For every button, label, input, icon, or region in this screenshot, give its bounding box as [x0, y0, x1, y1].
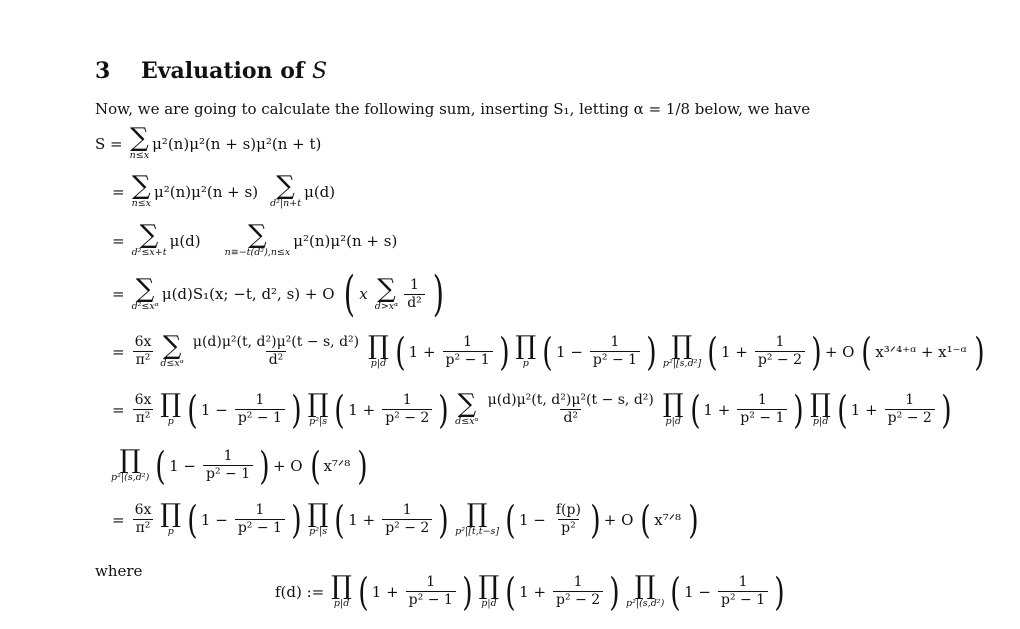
product-symbol: ∏ p|d [368, 331, 389, 369]
equals-sign: = [112, 400, 125, 419]
term: 1 − [518, 510, 546, 529]
right-paren: ) [291, 387, 302, 432]
right-paren: ) [357, 443, 368, 488]
left-paren: ( [505, 569, 516, 614]
sum-symbol: ∑ d>xᵅ [374, 273, 399, 312]
term: 1 + [348, 510, 376, 529]
error-term-inner: x⁷ᐟ⁸ [654, 510, 682, 529]
eq4-x: x [359, 285, 368, 303]
right-paren: ) [590, 497, 601, 542]
term: 1 − [684, 582, 712, 601]
left-paren: ( [334, 387, 346, 432]
term: 1 + [371, 582, 399, 601]
equals-sign: = [112, 231, 125, 250]
right-paren: ) [259, 443, 270, 488]
term: 1 + [519, 582, 547, 601]
section-title: Evaluation of [140, 58, 305, 84]
right-paren: ) [646, 329, 657, 374]
sum-symbol: ∑ n≤x [129, 123, 150, 161]
right-paren: ) [498, 329, 510, 374]
definition-line [275, 569, 788, 614]
left-paren: ( [358, 569, 369, 614]
sum-symbol: ∑ d≤xᵅ [455, 389, 479, 427]
product-symbol: ∏ p²|(s,d²) [626, 571, 665, 609]
eq4-body1: μ(d)S₁(x; −t, d², s) + O [161, 285, 335, 303]
right-paren: ) [291, 497, 302, 542]
left-paren: ( [343, 266, 355, 322]
left-paren: ( [640, 497, 652, 542]
definition-lhs: f(d) := [275, 582, 325, 601]
fraction-constant: $\frac{6x}{\text{π²}}$ [132, 334, 155, 369]
product-symbol: ∏ p [515, 331, 537, 369]
product-symbol: ∏ p²|(s,d²) [111, 445, 150, 483]
right-paren: ) [941, 387, 952, 432]
error-term: + O [824, 342, 855, 361]
fraction: $\frac{1}{\text{p² − 2}}$ [382, 392, 432, 427]
equals-sign: = [112, 285, 125, 303]
sum-symbol: ∑ d²|n+t [270, 171, 302, 209]
error-term-inner: x⁷ᐟ⁸ [323, 456, 351, 475]
fraction: $\frac{1}{\text{p² − 1}}$ [406, 574, 456, 609]
product-symbol: ∏ p|d [810, 389, 831, 427]
fraction: $\frac{1}{\text{p² − 1}}$ [590, 334, 640, 369]
section-title-variable: S [312, 59, 328, 84]
equation-line-5 [112, 329, 987, 374]
fraction: $\frac{f(p)}{\text{p²}}$ [555, 502, 581, 536]
section-number: 3 [95, 58, 111, 84]
eq2-body1: μ²(n)μ²(n + s) [154, 182, 259, 201]
product-symbol: ∏ p|d [662, 389, 684, 427]
left-paren: ( [309, 443, 321, 488]
equation-line-8 [112, 497, 702, 542]
error-term: + O [272, 456, 303, 475]
term: 1 − [200, 510, 228, 529]
right-paren: ) [432, 266, 444, 322]
term: 1 + [703, 400, 731, 419]
equation-line-4 [112, 266, 449, 322]
error-term-inner: x³ᐟ⁴⁺ᵅ + x¹⁻ᵅ [875, 342, 967, 361]
fraction: $\frac{1}{\text{p² − 1}}$ [443, 334, 493, 369]
left-paren: ( [155, 443, 166, 488]
product-symbol: ∏ p²|[s,d²] [662, 331, 702, 369]
product-symbol: ∏ p²|s [307, 389, 329, 427]
left-paren: ( [689, 387, 701, 432]
equation-line-7 [108, 443, 371, 488]
term: 1 + [348, 400, 376, 419]
left-paren: ( [861, 329, 873, 374]
right-paren: ) [438, 387, 449, 432]
fraction: $\frac{1}{\text{p² − 1}}$ [235, 502, 285, 537]
right-paren: ) [609, 569, 620, 614]
left-paren: ( [187, 497, 198, 542]
eq2-body2: μ(d) [304, 182, 336, 201]
term: 1 + [721, 342, 748, 361]
eq1-lhs: S = [95, 134, 123, 153]
product-symbol: ∏ p²|[t,t−s] [455, 499, 500, 537]
fraction: $\frac{1}{\text{p² − 1}}$ [235, 392, 285, 427]
sum-symbol: ∑ n≤x [131, 171, 152, 209]
fraction-main: $\frac{\text{μ(d)μ²(t, d²)μ²(t − s, d²)}}{\text{d²}}$ [192, 334, 360, 368]
left-paren: ( [505, 497, 516, 542]
right-paren: ) [462, 569, 473, 614]
product-symbol: ∏ p|d [331, 571, 352, 609]
right-paren: ) [774, 569, 785, 614]
term: 1 − [169, 456, 197, 475]
fraction: $\frac{1}{\text{p² − 1}}$ [203, 448, 253, 483]
fraction: $\frac{1}{\text{p² − 2}}$ [755, 334, 805, 369]
equation-line-3 [112, 220, 401, 258]
eq3-body2: μ²(n)μ²(n + s) [293, 231, 398, 250]
sum-symbol: ∑ d≤xᵅ [160, 331, 184, 369]
fraction-constant: $\frac{6x}{\text{π²}}$ [132, 502, 155, 537]
equation-line-1 [95, 123, 325, 161]
left-paren: ( [837, 387, 848, 432]
right-paren: ) [793, 387, 805, 432]
where-text: where [95, 562, 143, 580]
right-paren: ) [688, 497, 699, 542]
equals-sign: = [112, 510, 125, 529]
left-paren: ( [187, 387, 198, 432]
section-heading [95, 58, 327, 84]
left-paren: ( [542, 329, 553, 374]
right-paren: ) [438, 497, 449, 542]
fraction: $\frac{1}{\text{p² − 1}}$ [737, 392, 787, 427]
left-paren: ( [707, 329, 718, 374]
left-paren: ( [395, 329, 406, 374]
equals-sign: = [112, 182, 125, 201]
term: 1 − [556, 342, 583, 361]
equation-line-6 [112, 387, 955, 432]
left-paren: ( [334, 497, 346, 542]
term: 1 − [200, 400, 228, 419]
intro-paragraph: Now, we are going to calculate the following sum, inserting S₁, letting α = 1/8 below, we have [95, 100, 811, 118]
equals-sign: = [112, 342, 125, 361]
product-symbol: ∏ p|d [478, 571, 500, 609]
left-paren: ( [670, 569, 681, 614]
term: 1 + [408, 342, 436, 361]
fraction: $\frac{1}{\text{p² − 2}}$ [885, 392, 935, 427]
sum-symbol: ∑ d²≤xᵅ [131, 273, 159, 312]
error-term: + O [603, 510, 634, 529]
equation-line-2 [112, 171, 339, 209]
sum-symbol: ∑ d²≤x+t [131, 220, 167, 258]
fraction: $\frac{1}{\text{d²}}$ [404, 277, 425, 312]
fraction-main: $\frac{\text{μ(d)μ²(t, d²)μ²(t − s, d²)}}{\text{d²}}$ [487, 392, 654, 426]
right-paren: ) [811, 329, 822, 374]
eq3-body1: μ(d) [169, 231, 201, 250]
sum-symbol: ∑ n≡−t(d²),n≤x [224, 220, 291, 258]
eq1-body: μ²(n)μ²(n + s)μ²(n + t) [152, 134, 322, 153]
fraction: $\frac{1}{\text{p² − 1}}$ [718, 574, 768, 609]
product-symbol: ∏ p²|s [307, 499, 329, 537]
fraction: $\frac{1}{\text{p² − 2}}$ [553, 574, 603, 609]
product-symbol: ∏ p [160, 389, 182, 427]
term: 1 + [850, 400, 878, 419]
fraction-constant: $\frac{6x}{\text{π²}}$ [132, 392, 155, 427]
fraction: $\frac{1}{\text{p² − 2}}$ [382, 502, 432, 537]
right-paren: ) [973, 329, 985, 374]
product-symbol: ∏ p [160, 499, 182, 537]
